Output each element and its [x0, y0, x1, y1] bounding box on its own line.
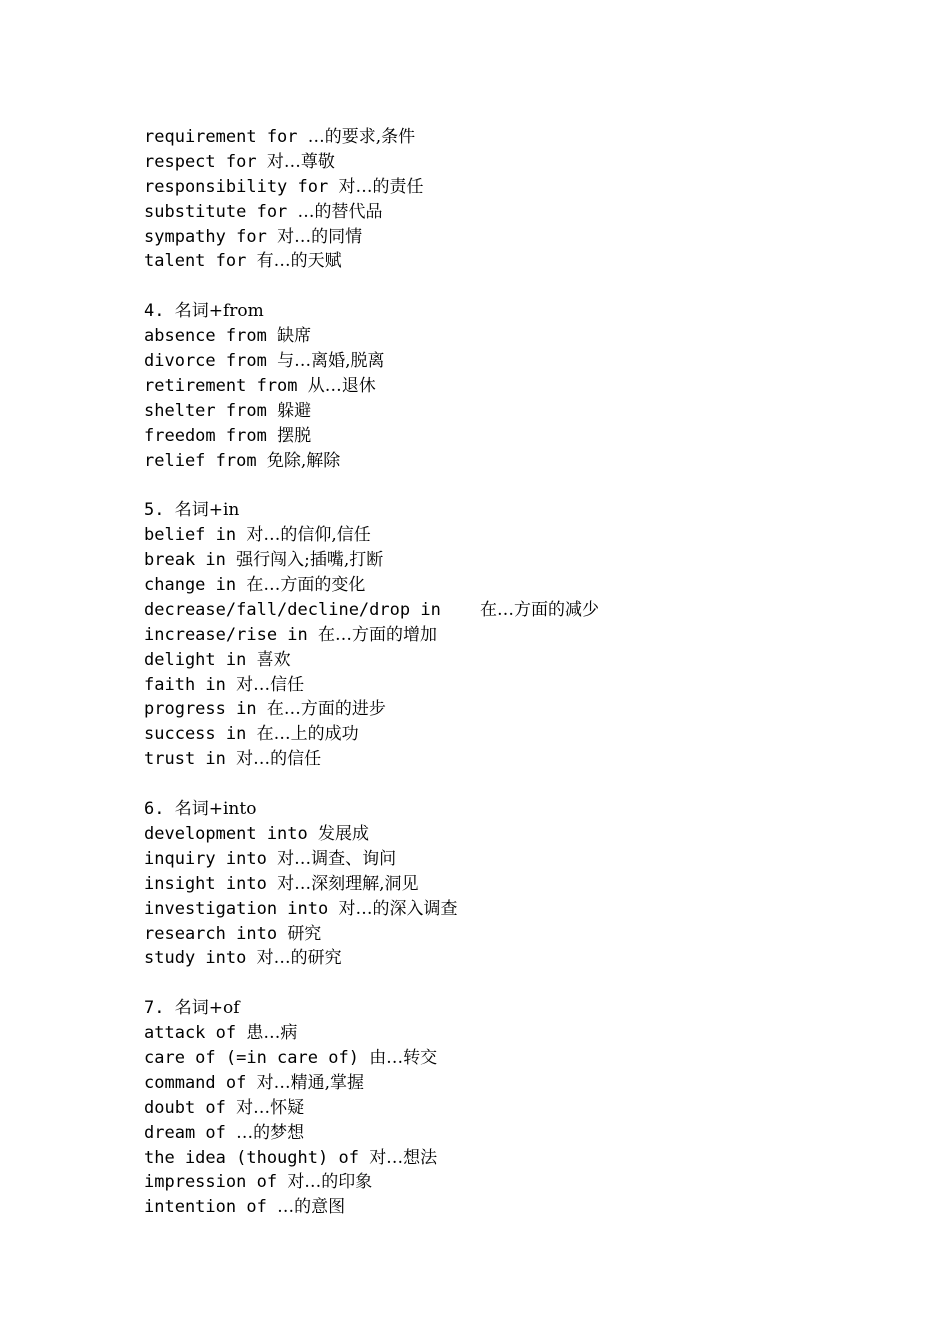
heading-text: 名词+from [174, 301, 264, 322]
list-item [144, 747, 884, 772]
meaning: …的替代品 [297, 201, 383, 222]
meaning: …的要求,条件 [307, 127, 416, 147]
list-item [144, 150, 884, 175]
phrase: responsibility for [144, 176, 329, 197]
meaning: 对…的研究 [256, 948, 342, 969]
spacer [144, 772, 884, 797]
phrase: attack of [144, 1023, 237, 1044]
list-item [144, 623, 884, 648]
section-into [144, 797, 884, 971]
list-item [144, 200, 884, 225]
phrase: freedom from [144, 425, 267, 446]
meaning: 对…调查、询问 [277, 848, 397, 869]
section-of [144, 996, 884, 1220]
list-item [144, 125, 884, 150]
section-for-tail [144, 125, 884, 274]
meaning: 对…深刻理解,洞见 [277, 873, 419, 894]
list-item [144, 1071, 884, 1096]
section-heading [144, 299, 884, 324]
section-heading [144, 498, 884, 523]
meaning: 缺席 [277, 326, 312, 347]
meaning: 强行闯入;插嘴,打断 [236, 550, 384, 571]
phrase: command of [144, 1072, 247, 1093]
list-item [144, 349, 884, 374]
meaning: 躲避 [277, 400, 312, 421]
meaning: 对…信任 [236, 674, 305, 695]
list-item [144, 225, 884, 250]
spacer [144, 274, 884, 299]
list-item [144, 1046, 884, 1071]
phrase: inquiry into [144, 848, 267, 869]
meaning: 对…怀疑 [236, 1097, 305, 1118]
spacer [144, 473, 884, 498]
document-page [144, 125, 884, 1220]
heading-number: 7. [144, 998, 165, 1019]
list-item [144, 399, 884, 424]
list-item [144, 1195, 884, 1220]
meaning: 有…的天赋 [256, 251, 342, 272]
list-item [144, 897, 884, 922]
list-item [144, 548, 884, 573]
phrase: doubt of [144, 1097, 226, 1118]
heading-number: 6. [144, 799, 165, 820]
phrase: investigation into [144, 898, 329, 919]
meaning: 由…转交 [369, 1047, 438, 1068]
phrase: talent for [144, 251, 247, 272]
list-item [144, 598, 884, 623]
meaning: 摆脱 [277, 425, 312, 446]
heading-number: 5. [144, 500, 165, 521]
list-item [144, 449, 884, 474]
meaning: 对…想法 [369, 1147, 438, 1168]
section-from [144, 299, 884, 473]
meaning: 对…尊敬 [266, 151, 335, 172]
phrase: impression of [144, 1172, 278, 1193]
phrase: delight in [144, 649, 247, 670]
heading-text: 名词+into [174, 799, 257, 820]
list-item [144, 648, 884, 673]
phrase: success in [144, 724, 247, 745]
phrase: dream of [144, 1122, 226, 1143]
meaning: 从…退休 [307, 375, 376, 396]
meaning: 对…的深入调查 [338, 898, 458, 919]
meaning: 在…上的成功 [256, 724, 359, 745]
list-item [144, 324, 884, 349]
section-in [144, 498, 884, 772]
meaning: 在…方面的增加 [318, 624, 438, 645]
phrase: intention of [144, 1197, 267, 1218]
phrase: retirement from [144, 375, 298, 396]
phrase: divorce from [144, 351, 267, 372]
meaning: 喜欢 [256, 649, 291, 670]
list-item [144, 573, 884, 598]
list-item [144, 822, 884, 847]
meaning: 在…方面的进步 [266, 699, 386, 720]
spacer [144, 971, 884, 996]
phrase: break in [144, 550, 226, 571]
meaning: 对…的同情 [277, 226, 363, 247]
meaning: 对…精通,掌握 [256, 1072, 365, 1093]
heading-text: 名词+of [174, 998, 240, 1019]
list-item [144, 523, 884, 548]
meaning: 与…离婚,脱离 [277, 351, 385, 372]
phrase: belief in [144, 525, 237, 546]
list-item [144, 673, 884, 698]
list-item [144, 847, 884, 872]
heading-text: 名词+in [174, 500, 240, 521]
phrase: increase/rise in [144, 624, 308, 645]
list-item [144, 1146, 884, 1171]
list-item [144, 249, 884, 274]
list-item [144, 374, 884, 399]
phrase: faith in [144, 674, 226, 695]
meaning: 对…的印象 [287, 1172, 373, 1193]
list-item [144, 1121, 884, 1146]
phrase: absence from [144, 326, 267, 347]
section-heading [144, 996, 884, 1021]
phrase: change in [144, 575, 237, 596]
section-heading [144, 797, 884, 822]
phrase: development into [144, 823, 308, 844]
meaning: 对…的责任 [338, 176, 424, 197]
meaning: 免除,解除 [266, 450, 341, 471]
list-item [144, 922, 884, 947]
phrase: requirement for [144, 127, 298, 147]
list-item [144, 872, 884, 897]
meaning: 研究 [287, 923, 322, 944]
meaning: 患…病 [246, 1023, 298, 1044]
phrase: the idea (thought) of [144, 1147, 359, 1168]
phrase: respect for [144, 151, 257, 172]
heading-number: 4. [144, 301, 165, 322]
phrase: relief from [144, 450, 257, 471]
meaning: …的意图 [277, 1197, 346, 1218]
phrase: sympathy for [144, 226, 267, 247]
list-item [144, 175, 884, 200]
phrase: substitute for [144, 201, 288, 222]
list-item [144, 722, 884, 747]
meaning: 在…方面的减少 [480, 599, 599, 620]
phrase: progress in [144, 699, 257, 720]
phrase: insight into [144, 873, 267, 894]
phrase: research into [144, 923, 278, 944]
list-item [144, 424, 884, 449]
list-item [144, 1021, 884, 1046]
meaning: 对…的信任 [236, 749, 322, 770]
phrase: care of (=in care of) [144, 1047, 359, 1068]
meaning: 发展成 [318, 823, 370, 844]
meaning: …的梦想 [236, 1122, 305, 1143]
phrase: shelter from [144, 400, 267, 421]
list-item [144, 1096, 884, 1121]
meaning: 对…的信仰,信任 [246, 525, 371, 546]
phrase: study into [144, 948, 247, 969]
phrase: decrease/fall/decline/drop in [144, 599, 441, 620]
list-item [144, 946, 884, 971]
list-item [144, 1170, 884, 1195]
phrase: trust in [144, 749, 226, 770]
list-item [144, 697, 884, 722]
meaning: 在…方面的变化 [246, 575, 366, 596]
